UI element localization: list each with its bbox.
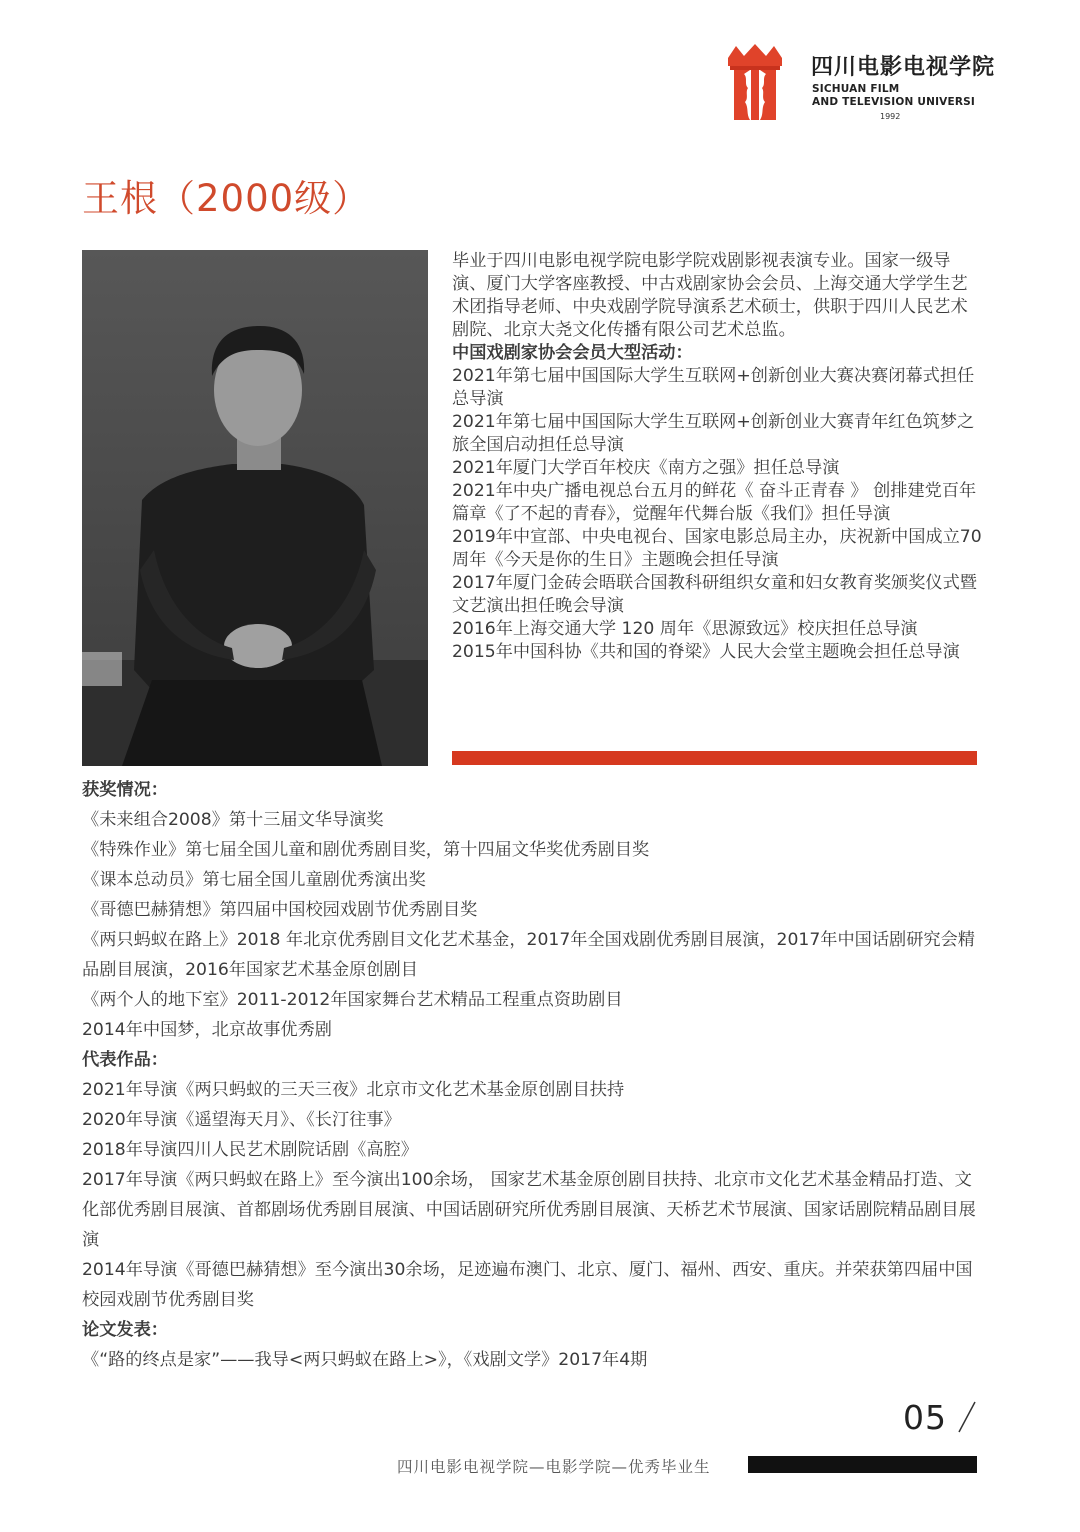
slash-divider-icon [955, 1400, 979, 1436]
award-item: 《特殊作业》第七届全国儿童和剧优秀剧目奖，第十四届文华奖优秀剧目奖 [82, 840, 650, 860]
bio-section [452, 250, 982, 664]
papers-heading: 论文发表： [82, 1320, 168, 1340]
school-name-cn: 四川电影电视学院 [811, 55, 996, 80]
school-founding-year: 1992 [880, 112, 901, 121]
crown-masks-emblem-icon [722, 44, 788, 124]
achievements-section [82, 775, 987, 1375]
awards-heading: 获奖情况： [82, 780, 168, 800]
activities-heading: 中国戏剧家协会会员大型活动： [452, 343, 693, 363]
footer-caption: 四川电影电视学院—电影学院—优秀毕业生 [397, 1458, 711, 1476]
activity-item: 2017年厦门金砖会晤联合国教科研组织女童和妇女教育奖颁奖仪式暨文艺演出担任晚会导演 [452, 573, 977, 616]
activity-item: 2015年中国科协《共和国的脊梁》人民大会堂主题晚会担任总导演 [452, 642, 960, 662]
school-logo [722, 44, 996, 124]
activity-item: 2021年厦门大学百年校庆《南方之强》担任总导演 [452, 458, 840, 478]
works-heading: 代表作品： [82, 1050, 168, 1070]
activity-item: 2016年上海交通大学 120 周年《思源致远》校庆担任总导演 [452, 619, 918, 639]
work-item: 2014年导演《哥德巴赫猜想》至今演出30余场，足迹遍布澳门、北京、厦门、福州、西安、重庆。并荣获第四届中国校园戏剧节优秀剧目奖 [82, 1260, 973, 1310]
activity-item: 2019年中宣部、中央电视台、国家电影总局主办，庆祝新中国成立70 周年《今天是你的生日》主题晚会担任导演 [452, 527, 982, 570]
school-name-en-line2: AND TELEVISION UNIVERSI [812, 96, 976, 108]
footer-black-bar [748, 1456, 977, 1473]
award-item: 《课本总动员》第七届全国儿童剧优秀演出奖 [82, 870, 426, 890]
award-item: 《哥德巴赫猜想》第四届中国校园戏剧节优秀剧目奖 [82, 900, 478, 920]
work-item: 2018年导演四川人民艺术剧院话剧《高腔》 [82, 1140, 418, 1160]
activity-item: 2021年第七届中国国际大学生互联网+创新创业大赛青年红色筑梦之旅全国启动担任总导演 [452, 412, 975, 455]
page-number: 05 [903, 1398, 947, 1437]
activity-item: 2021年中央广播电视总台五月的鲜花《 奋斗正青春 》 创排建党百年篇章《了不起的青春》，觉醒年代舞台版《我们》担任导演 [452, 481, 977, 524]
work-item: 2021年导演《两只蚂蚁的三天三夜》北京市文化艺术基金原创剧目扶持 [82, 1080, 625, 1100]
work-item: 2020年导演《遥望海天月》、《长汀往事》 [82, 1110, 401, 1130]
work-item: 2017年导演《两只蚂蚁在路上》至今演出100余场， 国家艺术基金原创剧目扶持、北京市文化艺术基金精品打造、文化部优秀剧目展演、首都剧场优秀剧目展演、中国话剧研究所优秀剧目展演、天桥艺术节展演、国家话剧院精品剧目展演 [82, 1170, 976, 1250]
accent-divider-bar [452, 751, 977, 765]
bio-intro: 毕业于四川电影电视学院电影学院戏剧影视表演专业。国家一级导演、厦门大学客座教授、中古戏剧家协会会员、上海交通大学学生艺术团指导老师、中央戏剧学院导演系艺术硕士，供职于四川人民艺术剧院、北京大尧文化传播有限公司艺术总监。 [452, 251, 968, 340]
award-item: 2014年中国梦，北京故事优秀剧 [82, 1020, 332, 1040]
paper-item: 《“路的终点是家”——我导<两只蚂蚁在路上>》，《戏剧文学》2017年4期 [82, 1350, 648, 1370]
portrait-photo [82, 250, 428, 766]
award-item: 《未来组合2008》第十三届文华导演奖 [82, 810, 384, 830]
activity-item: 2021年第七届中国国际大学生互联网+创新创业大赛决赛闭幕式担任总导演 [452, 366, 975, 409]
award-item: 《两个人的地下室》2011-2012年国家舞台艺术精品工程重点资助剧目 [82, 990, 623, 1010]
school-name-en-line1: SICHUAN FILM [812, 83, 900, 95]
award-item: 《两只蚂蚁在路上》2018 年北京优秀剧目文化艺术基金，2017年全国戏剧优秀剧目展演，2017年中国话剧研究会精品剧目展演，2016年国家艺术基金原创剧目 [82, 930, 975, 980]
page-title: 王根（2000级） [82, 177, 371, 220]
